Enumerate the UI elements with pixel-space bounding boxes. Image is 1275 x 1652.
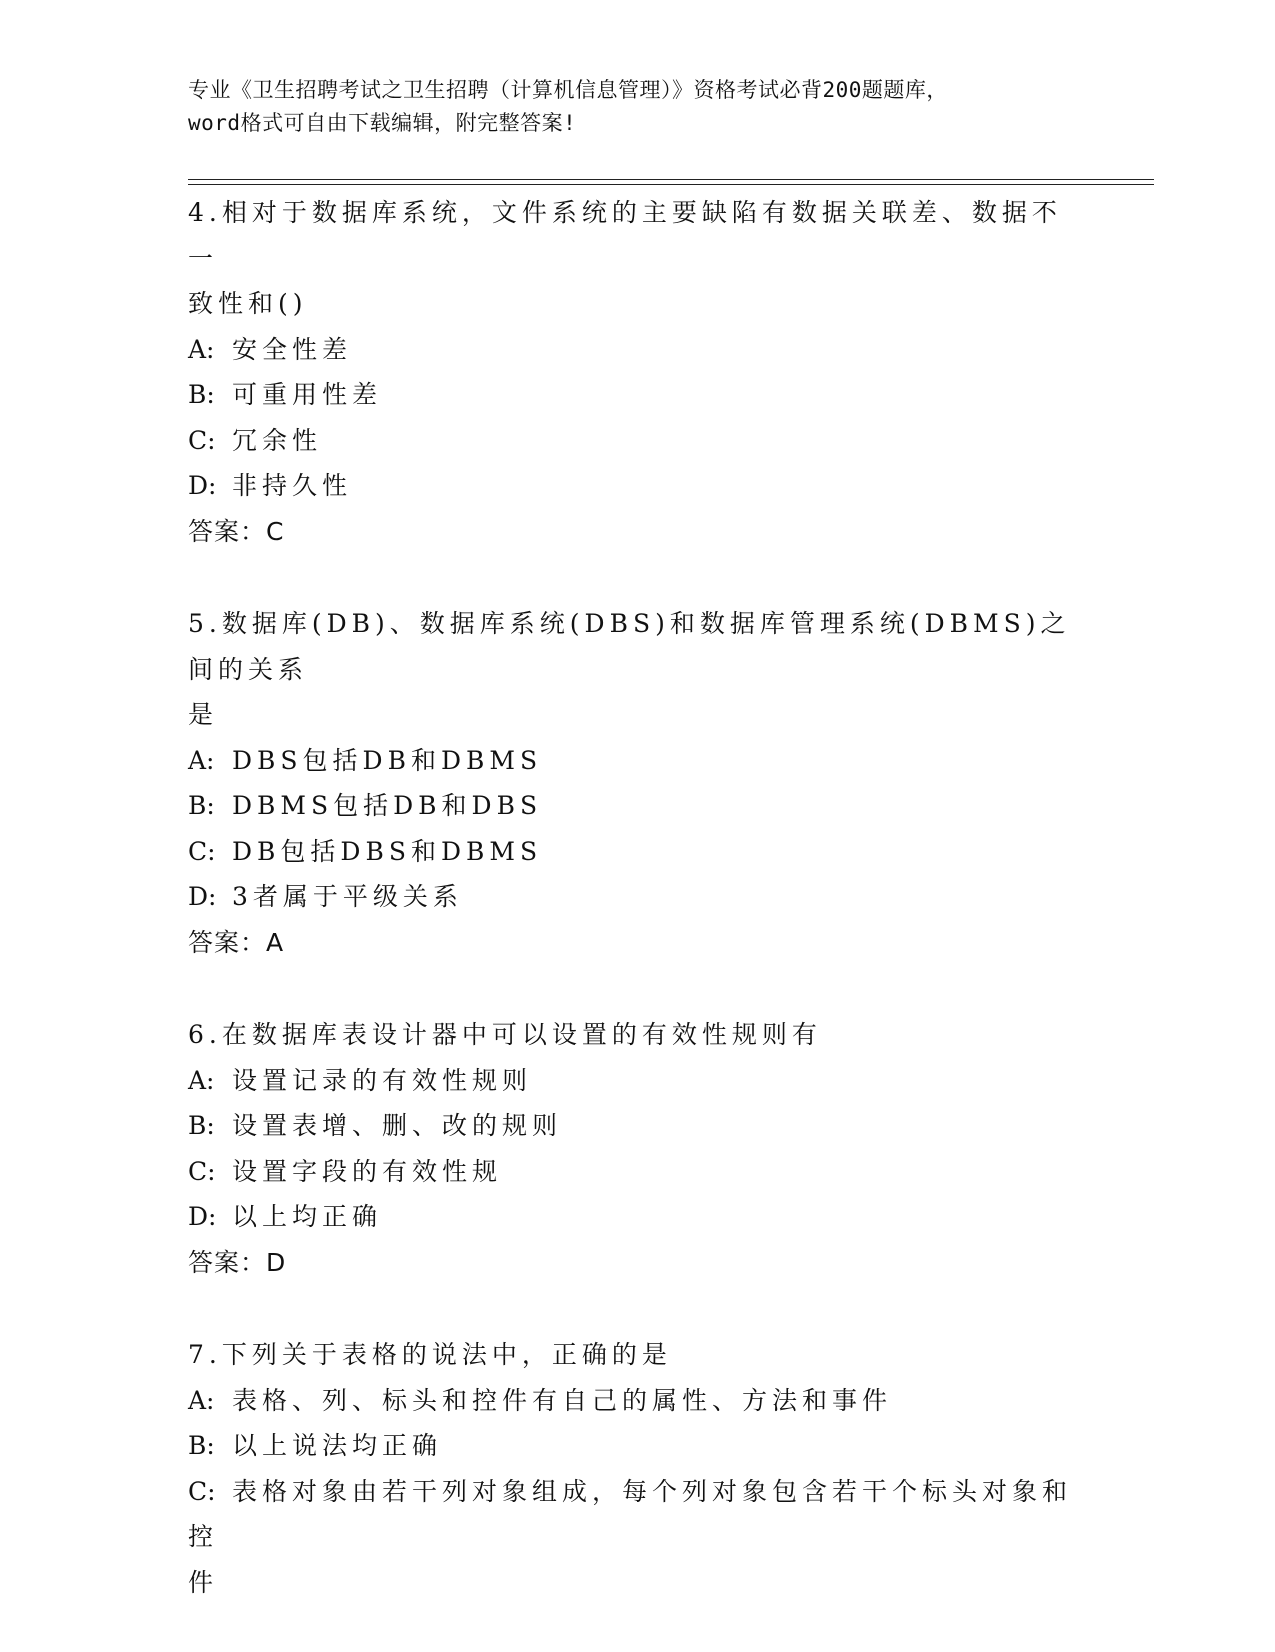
question-stem: 6.在数据库表设计器中可以设置的有效性规则有 bbox=[188, 1020, 822, 1049]
option-text: 设置表增、删、改的规则 bbox=[232, 1111, 563, 1140]
option-text: 安全性差 bbox=[232, 334, 353, 364]
option-d bbox=[188, 463, 1088, 509]
question-stem: 5.数据库(DB)、数据库系统(DBS)和数据库管理系统(DBMS)之间的关系 bbox=[188, 609, 1071, 684]
option-a bbox=[188, 1378, 1088, 1424]
option-letter: B: bbox=[188, 1111, 215, 1140]
answer-line: 答案：A bbox=[188, 927, 285, 957]
question-stem: 7.下列关于表格的说法中，正确的是 bbox=[188, 1340, 672, 1369]
question-list bbox=[188, 190, 1088, 1652]
option-text: 冗余性 bbox=[232, 425, 323, 455]
question-item bbox=[188, 1012, 1088, 1285]
option-c bbox=[188, 418, 1088, 464]
option-a bbox=[188, 1058, 1088, 1104]
option-a bbox=[188, 738, 1088, 784]
question-item bbox=[188, 601, 1088, 965]
option-text: 表格、列、标头和控件有自己的属性、方法和事件 bbox=[232, 1385, 893, 1415]
header-divider-top bbox=[188, 179, 1154, 180]
option-text: 以上均正确 bbox=[232, 1202, 383, 1231]
option-letter: B: bbox=[188, 791, 215, 820]
option-letter: D: bbox=[188, 882, 217, 911]
option-b bbox=[188, 783, 1088, 829]
option-letter: A: bbox=[188, 1065, 215, 1095]
option-text: 3者属于平级关系 bbox=[232, 882, 463, 911]
option-text: 以上说法均正确 bbox=[232, 1431, 443, 1460]
header-line-1: 专业《卫生招聘考试之卫生招聘（计算机信息管理）》资格考试必背200题题库， bbox=[188, 78, 948, 102]
option-b bbox=[188, 1423, 1088, 1469]
option-c bbox=[188, 1469, 1088, 1560]
question-stem-continued: 是 bbox=[188, 700, 219, 729]
answer-line: 答案：D bbox=[188, 1247, 287, 1277]
option-c bbox=[188, 829, 1088, 875]
option-letter: B: bbox=[188, 380, 215, 409]
option-a bbox=[188, 327, 1088, 373]
option-letter: B: bbox=[188, 1431, 215, 1460]
option-b bbox=[188, 1103, 1088, 1149]
option-c bbox=[188, 1149, 1088, 1195]
question-stem: 4.相对于数据库系统，文件系统的主要缺陷有数据关联差、数据不一 bbox=[188, 198, 1062, 273]
option-letter: D: bbox=[188, 471, 217, 500]
option-letter: C: bbox=[188, 836, 216, 866]
option-text: 非持久性 bbox=[232, 471, 353, 500]
answer-line: 答案：C bbox=[188, 516, 285, 546]
option-letter: D: bbox=[188, 1202, 217, 1231]
header-divider-bottom bbox=[188, 184, 1154, 185]
document-header bbox=[188, 74, 1088, 140]
header-line-2: word格式可自由下载编辑，附完整答案! bbox=[188, 111, 577, 135]
option-letter: A: bbox=[188, 334, 215, 364]
question-item bbox=[188, 190, 1088, 554]
option-letter: C: bbox=[188, 425, 216, 455]
option-text: DBS包括DB和DBMS bbox=[232, 745, 543, 775]
option-continuation: 件 bbox=[188, 1567, 219, 1597]
option-text: 设置字段的有效性规 bbox=[232, 1156, 503, 1186]
option-d bbox=[188, 874, 1088, 920]
option-b bbox=[188, 372, 1088, 418]
option-letter: A: bbox=[188, 745, 215, 775]
option-letter: C: bbox=[188, 1156, 216, 1186]
question-stem-continued: 致性和() bbox=[188, 289, 308, 318]
option-text: 表格对象由若干列对象组成，每个列对象包含若干个标头对象和控 bbox=[188, 1476, 1073, 1551]
option-letter: A: bbox=[188, 1385, 215, 1415]
option-text: 设置记录的有效性规则 bbox=[232, 1065, 533, 1095]
option-text: 可重用性差 bbox=[232, 380, 383, 409]
option-text: DB包括DBS和DBMS bbox=[232, 836, 543, 866]
option-letter: C: bbox=[188, 1476, 216, 1506]
option-d bbox=[188, 1194, 1088, 1240]
option-text: DBMS包括DB和DBS bbox=[232, 791, 543, 820]
question-item bbox=[188, 1332, 1088, 1605]
